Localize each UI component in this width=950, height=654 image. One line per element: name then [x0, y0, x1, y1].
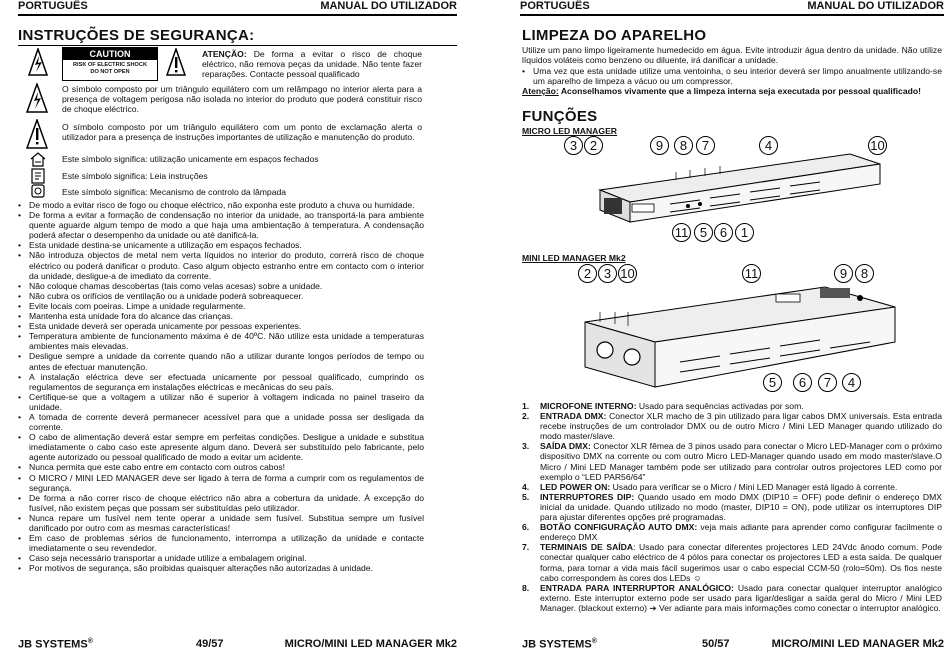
left-footer-brand [18, 638, 93, 651]
micro-led-label: MICRO LED MANAGER [522, 126, 618, 136]
cleaning-attention [522, 86, 942, 96]
attention-text: Aconselhamos vivamente que a limpeza interna seja executada por pessoal qualificado! [558, 86, 921, 96]
left-header [18, 0, 475, 14]
callout-number: 5 [763, 373, 782, 392]
callout-number: 8 [855, 264, 874, 283]
safety-bullet: • De modo a evitar risco de fogo ou choque eléctrico, não exponha este produto a chuva ou humidade. [18, 200, 424, 210]
function-number: 7. [522, 542, 530, 553]
function-term: ENTRADA PARA INTERRUPTOR ANALÓGICO: [540, 582, 734, 593]
callout-number: 11 [742, 264, 761, 283]
exclamation-warning-icon [166, 48, 186, 76]
safety-bullet: • Esta unidade deverá ser operada unicamente por pessoas experientes. [18, 321, 424, 331]
footer-brand: JB SYSTEMS [18, 638, 88, 651]
callout-number: 6 [714, 223, 733, 242]
function-number: 4. [522, 481, 530, 492]
lightning-symbol-icon [26, 83, 48, 113]
safety-bullet: • Caso seja necessário transportar a unidade utilize a embalagem original. [18, 553, 424, 563]
footer-brand: JB SYSTEMS [522, 638, 592, 651]
safety-bullet: • Mantenha esta unidade fora do alcance das crianças. [18, 311, 424, 321]
function-desc: : Usado para conectar diferentes projectores LED 24Vdc ânodo comum. Pode conectar qualquer cabo eléctrico de 4 pólos para conectar os projectores LED a esta saída. De qualquer forma, para tornar a vida mais fácil sugerimos usar o cabo especial CCM-50 (rolo=50m). Os fios neste cabo correspondem às cores dos LEDs ☺ [540, 542, 942, 583]
safety-bullet: • Certifique-se que a voltagem a utilizar não é superior à voltagem indicada no painel traseiro da unidade. [18, 392, 424, 412]
function-item [522, 522, 942, 542]
footer-reg: ® [591, 638, 597, 645]
callout-number: 3 [564, 136, 583, 155]
function-term: BOTÃO CONFIGURAÇÃO AUTO DMX: [540, 522, 698, 533]
atencao-label: ATENÇÃO: [202, 49, 247, 59]
callout-number: 2 [584, 136, 603, 155]
callout-number: 8 [674, 136, 693, 155]
function-term: INTERRUPTORES DIP: [540, 491, 635, 502]
function-item [522, 441, 942, 481]
function-item [522, 542, 942, 582]
callout-number: 5 [694, 223, 713, 242]
header-manual: MANUAL DO UTILIZADOR [320, 0, 457, 12]
exclamation-explanation: O símbolo composto por um triângulo equilátero com um ponto de exclamação alerta o utilizador para a presença de instruções importantes de utilização e manutenção do produto. [62, 122, 422, 143]
cleaning-bullets [522, 66, 942, 86]
function-number: 8. [522, 582, 530, 593]
function-desc: Conector XLR macho de 3 pin utilizado para ligar cabos DMX universais. Esta entrada recebe instruções de um controlador DMX ou de outro Micro / Mini LED Manager quando utilizado do modo master/slave. [540, 411, 942, 442]
function-number: 5. [522, 491, 530, 502]
safety-bullet: • O MICRO / MINI LED MANAGER deve ser ligado à terra de forma a cumprir com os regulamentos de segurança. [18, 473, 424, 493]
function-item [522, 401, 942, 411]
cleaning-text: Utilize um pano limpo ligeiramente humedecido em água. Evite introduzir água dentro da unidade. Não utilize líquidos voláteis como benzeno ou diluente, irá danificar a unidade. [522, 45, 942, 66]
safety-bullet: • Temperatura ambiente de funcionamento máxima é de 40ºC. Não utilize esta unidade a temperaturas ambientes mais elevadas. [18, 331, 424, 351]
function-item [522, 583, 942, 613]
function-desc: Usado para conectar qualquer interruptor analógico externo. Este interruptor externo pode ser usado para ligar/desligar a saída geral do Micro / Mini LED Manager. (blackout externo) ➔ Ver adiante para mais informações como conectar o interruptor analógico. [540, 582, 942, 613]
left-footer-product: MICRO/MINI LED MANAGER Mk2 [284, 638, 457, 650]
right-footer-brand [522, 638, 597, 651]
safety-bullet: • Nunca permita que este cabo entre em contacto com outros cabos! [18, 462, 424, 472]
right-footer-product: MICRO/MINI LED MANAGER Mk2 [771, 638, 944, 650]
atencao-text: De forma a evitar o risco de choque eléctrico, não remova peças da unidade. Não tente fazer reparações. Contacte pessoal qualificado [202, 49, 422, 80]
function-term: MICROFONE INTERNO: [540, 401, 637, 411]
safety-bullet: • Esta unidade destina-se unicamente a utilização em espaços fechados. [18, 240, 424, 250]
function-number: 1. [522, 401, 530, 411]
caution-title: CAUTION [63, 48, 157, 60]
callout-number: 9 [650, 136, 669, 155]
callout-number: 4 [759, 136, 778, 155]
safety-bullet: • Por motivos de segurança, são proibidas quaisquer alterações não autorizadas à unidade. [18, 563, 424, 573]
functions-list [522, 401, 942, 613]
function-desc: Conector XLR fêmea de 3 pinos usado para conectar o Micro LED-Manager com o próximo dispositivo DMX na corrente ou com outro Micro LED-Manager quando usado em modo master/slave.O Micro / Mini LED Manager também pode ser utilizado para controlar outros projectores LED como por exemplo o “LED PAR56/64” [540, 441, 943, 482]
caution-line1: RISK OF ELECTRIC SHOCK [73, 62, 147, 68]
callout-number: 6 [793, 373, 812, 392]
function-item [522, 492, 942, 522]
callout-number: 1 [735, 223, 754, 242]
function-item [522, 411, 942, 441]
header-rule [520, 14, 944, 16]
function-desc: veja mais adiante para aprender como configurar facilmente o endereço DMX [540, 522, 942, 543]
function-term: TERMINAIS DE SAÍDA [540, 542, 634, 553]
function-number: 6. [522, 522, 530, 533]
header-language: PORTUGUÊS [520, 0, 590, 12]
cleaning-bullet: • Uma vez que esta unidade utilize uma ventoinha, o seu interior deverá ser limpo anualmente utilizando-se um aparelho de limpeza a vácuo ou um compressor. [522, 66, 942, 86]
function-desc: Quando usado em modo DMX (DIP10 = OFF) pode definir o endereço DMX inicial da unidade. Quando utilizado no modo (master, DIP10 = ON), pode utilizar os interruptores DIP para ajustar diferentes opções pré programadas. [540, 491, 942, 523]
right-footer-page: 50/57 [702, 638, 730, 650]
footer-reg: ® [87, 638, 93, 645]
safety-title: INSTRUÇÕES DE SEGURANÇA: [18, 27, 255, 44]
header-language: PORTUGUÊS [18, 0, 88, 12]
safety-bullet: • Evite locais com poeiras. Limpe a unidade regularmente. [18, 301, 424, 311]
function-number: 3. [522, 441, 530, 452]
safety-bullet: • A tomada de corrente deverá permanecer acessível para que a unidade possa ser desligada da corrente. [18, 412, 424, 432]
mini-led-label: MINI LED MANAGER Mk2 [522, 253, 626, 263]
safety-bullet: • De forma a evitar a formação de condensação no interior da unidade, ao transportá-la para ambiente quente aguarde algum tempo de modo a que haja uma ambientação à temperatura. A condensação poderá afectar o desempenho da unidade ou até danificá-la. [18, 210, 424, 240]
function-term: ENTRADA DMX: [540, 411, 607, 422]
function-term: LED POWER ON: [540, 481, 611, 492]
function-desc: Usado para verificar se o Micro / Mini LED Manager está ligado à corrente. [610, 481, 898, 492]
safety-bullet: • De forma a não correr risco de choque eléctrico não abra a cobertura da unidade. À excepção do fusível, não existem peças que possam ser substituídas pelo utilizador. [18, 493, 424, 513]
read-instructions-icon [30, 168, 46, 184]
safety-bullet: • Não coloque chamas descobertas (tais como velas acesas) sobre a unidade. [18, 281, 424, 291]
callout-number: 7 [696, 136, 715, 155]
safety-bullet: • A instalação eléctrica deve ser efectuada unicamente por pessoal qualificado, cumprindo os regulamentos de segurança em instalações eléctricas e mecânicas do seu país. [18, 372, 424, 392]
functions-title: FUNÇÕES [522, 108, 598, 125]
read-symbol-text: Este símbolo significa: Leia instruções [62, 171, 208, 181]
attention-label: Atenção: [522, 86, 559, 96]
caution-label [62, 47, 158, 81]
lightning-warning-icon [28, 48, 48, 76]
callout-number: 9 [834, 264, 853, 283]
cleaning-title: LIMPEZA DO APARELHO [522, 27, 707, 44]
safety-bullet: • Não cubra os orifícios de ventilação ou a unidade poderá sobreaquecer. [18, 291, 424, 301]
safety-bullet: • Nunca repare um fusível nem tente operar a unidade sem fusível. Substitua sempre um fusível danificado por outro com as mesmas características! [18, 513, 424, 533]
safety-bullet: • Desligue sempre a unidade da corrente quando não a utilizar durante longos períodos de tempo ou antes de efectuar manutenção. [18, 351, 424, 371]
safety-bullet: • Em caso de problemas sérios de funcionamento, interrompa a utilização da unidade e contacte imediatamente o seu revendedor. [18, 533, 424, 553]
callout-number: 10 [618, 264, 637, 283]
callout-number: 11 [672, 223, 691, 242]
function-term: SAÍDA DMX: [540, 441, 591, 452]
left-footer-page: 49/57 [196, 638, 224, 650]
function-desc: Usado para sequências activadas por som. [636, 401, 804, 411]
function-item [522, 482, 942, 492]
indoor-use-icon [30, 151, 46, 167]
header-manual: MANUAL DO UTILIZADOR [807, 0, 944, 12]
right-header [520, 0, 950, 14]
indoor-symbol-text: Este símbolo significa: utilização unicamente em espaços fechados [62, 154, 319, 164]
right-page [520, 0, 950, 654]
safety-bullet-list [18, 200, 424, 573]
caution-line2: DO NOT OPEN [90, 69, 130, 75]
callout-number: 3 [598, 264, 617, 283]
header-rule [18, 14, 457, 16]
atencao-paragraph [202, 49, 422, 79]
exclamation-symbol-icon [26, 119, 48, 149]
safety-bullet: • O cabo de alimentação deverá estar sempre em perfeitas condições. Desligue a unidade e substitua imediatamente o cabo caso este apresente algum dano. Deverá ser substituído pelo fabricante, pelo agente autorizado ou pessoal qualificado de modo a evitar um acidente. [18, 432, 424, 462]
lightning-explanation: O símbolo composto por um triângulo equilátero com um relâmpago no interior alerta para a presença de voltagem perigosa não isolada no interior do produto que poderá constituir risco de choque eléctrico. [62, 84, 422, 115]
safety-bullet: • Não introduza objectos de metal nem verta líquidos no interior do produto, correrá risco de choque eléctrico ou poderá danificar o produto. Caso algum objecto estranho entre em contacto com o interior da unidade, desligue-a de imediato da corrente. [18, 250, 424, 280]
callout-number: 10 [868, 136, 887, 155]
title-rule [18, 45, 457, 46]
callout-number: 4 [842, 373, 861, 392]
lamp-control-icon [30, 183, 46, 199]
function-number: 2. [522, 411, 530, 422]
callout-number: 2 [578, 264, 597, 283]
lamp-symbol-text: Este símbolo significa: Mecanismo de controlo da lâmpada [62, 187, 287, 197]
micro-led-manager-illustration [590, 150, 890, 225]
caution-text [63, 60, 157, 76]
callout-number: 7 [818, 373, 837, 392]
